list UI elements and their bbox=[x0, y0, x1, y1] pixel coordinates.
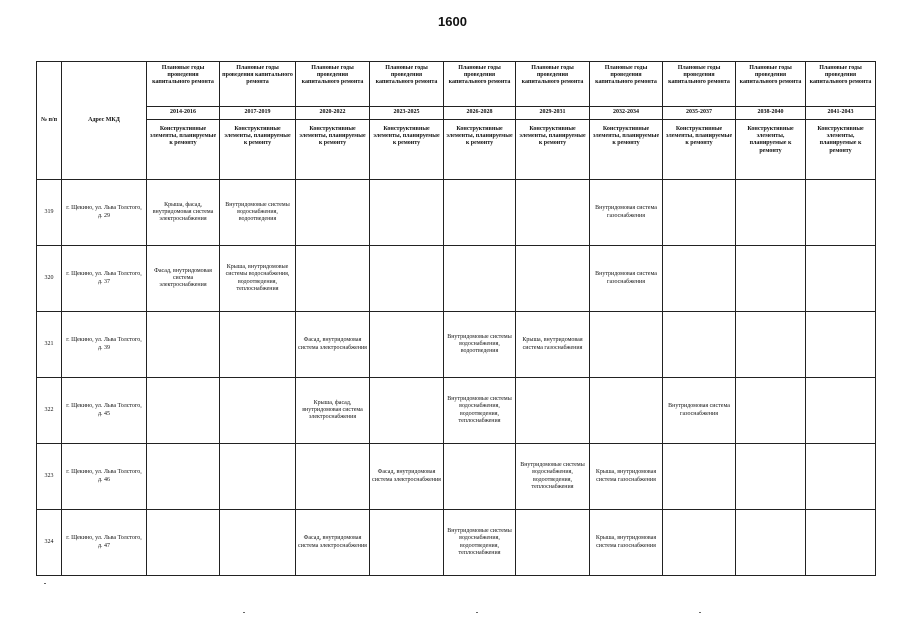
repair-elements-cell bbox=[296, 180, 370, 246]
row-number-header: № п/п bbox=[37, 62, 62, 180]
repair-elements-cell bbox=[516, 510, 590, 576]
repair-elements-cell bbox=[590, 312, 663, 378]
period-years-header: 2038-2040 bbox=[736, 107, 806, 120]
repair-elements-cell: Крыша, внутридомовые системы водоснабжения, водоотведения, теплоснабжения bbox=[220, 246, 296, 312]
repair-elements-cell bbox=[370, 378, 444, 444]
repair-elements-cell: Фасад, внутридомовая система электроснабжения bbox=[296, 312, 370, 378]
repair-elements-cell: Фасад, внутридомовая система электроснабжения bbox=[296, 510, 370, 576]
period-title-header: Плановые годы проведения капитального ремонта bbox=[590, 62, 663, 107]
address-cell: г. Щекино, ул. Льва Толстого, д. 37 bbox=[62, 246, 147, 312]
elements-header: Конструктивные элементы, планируемые к ремонту bbox=[147, 120, 220, 180]
repair-elements-cell: Крыша, фасад, внутридомовая система электроснабжения bbox=[147, 180, 220, 246]
row-number-cell: 323 bbox=[37, 444, 62, 510]
repair-elements-cell: Внутридомовые системы водоснабжения, водоотведения, теплоснабжения bbox=[444, 378, 516, 444]
repair-elements-cell: Внутридомовые системы водоснабжения, водоотведения, теплоснабжения bbox=[516, 444, 590, 510]
period-title-header: Плановые годы проведения капитального ремонта bbox=[296, 62, 370, 107]
repair-elements-cell bbox=[736, 312, 806, 378]
period-title-header: Плановые годы проведения капитального ремонта bbox=[220, 62, 296, 107]
repair-elements-cell bbox=[220, 378, 296, 444]
repair-elements-cell: Крыша, внутридомовая система газоснабжения bbox=[590, 510, 663, 576]
table-body bbox=[37, 180, 876, 576]
row-number-cell: 321 bbox=[37, 312, 62, 378]
repair-elements-cell bbox=[147, 378, 220, 444]
period-title-header: Плановые годы проведения капитального ремонта bbox=[663, 62, 736, 107]
elements-header: Конструктивные элементы, планируемые к ремонту bbox=[806, 120, 876, 180]
repair-elements-cell: Внутридомовая система газоснабжения bbox=[663, 378, 736, 444]
repair-elements-cell bbox=[296, 246, 370, 312]
repair-elements-cell bbox=[147, 444, 220, 510]
repair-elements-cell bbox=[806, 246, 876, 312]
period-title-header: Плановые годы проведения капитального ремонта bbox=[736, 62, 806, 107]
period-years-header: 2041-2043 bbox=[806, 107, 876, 120]
repair-elements-cell bbox=[736, 246, 806, 312]
table-row bbox=[37, 378, 876, 444]
elements-header: Конструктивные элементы, планируемые к ремонту bbox=[220, 120, 296, 180]
repair-elements-cell: Фасад, внутридомовая система электроснабжения bbox=[370, 444, 444, 510]
elements-header: Конструктивные элементы, планируемые к ремонту bbox=[296, 120, 370, 180]
period-years-header: 2032-2034 bbox=[590, 107, 663, 120]
table-row bbox=[37, 444, 876, 510]
address-cell: г. Щекино, ул. Льва Толстого, д. 47 bbox=[62, 510, 147, 576]
elements-header: Конструктивные элементы, планируемые к ремонту bbox=[590, 120, 663, 180]
repair-elements-cell bbox=[663, 246, 736, 312]
repair-elements-cell: Внутридомовые системы водоснабжения, водоотведения, теплоснабжения bbox=[444, 510, 516, 576]
period-years-header: 2023-2025 bbox=[370, 107, 444, 120]
row-number-cell: 320 bbox=[37, 246, 62, 312]
period-years-header: 2029-2031 bbox=[516, 107, 590, 120]
period-title-header: Плановые годы проведения капитального ремонта bbox=[806, 62, 876, 107]
period-years-header: 2035-2037 bbox=[663, 107, 736, 120]
table-row bbox=[37, 246, 876, 312]
repair-elements-cell bbox=[736, 180, 806, 246]
period-years-header: 2020-2022 bbox=[296, 107, 370, 120]
period-title-header: Плановые годы проведения капитального ремонта bbox=[147, 62, 220, 107]
repair-elements-cell bbox=[220, 510, 296, 576]
repair-elements-cell bbox=[736, 510, 806, 576]
period-title-header: Плановые годы проведения капитального ремонта bbox=[516, 62, 590, 107]
repair-elements-cell bbox=[806, 312, 876, 378]
period-title-header: Плановые годы проведения капитального ремонта bbox=[444, 62, 516, 107]
table-header bbox=[37, 62, 876, 180]
address-cell: г. Щекино, ул. Льва Толстого, д. 45 bbox=[62, 378, 147, 444]
scan-speck bbox=[243, 612, 245, 613]
elements-header: Конструктивные элементы, планируемые к ремонту bbox=[444, 120, 516, 180]
address-cell: г. Щекино, ул. Льва Толстого, д. 39 bbox=[62, 312, 147, 378]
period-title-header: Плановые годы проведения капитального ремонта bbox=[370, 62, 444, 107]
scan-speck bbox=[44, 583, 46, 584]
repair-elements-cell bbox=[806, 444, 876, 510]
repair-elements-cell bbox=[806, 510, 876, 576]
repair-elements-cell: Внутридомовая система газоснабжения bbox=[590, 246, 663, 312]
repair-elements-cell bbox=[806, 378, 876, 444]
period-years-header: 2017-2019 bbox=[220, 107, 296, 120]
repair-elements-cell bbox=[147, 312, 220, 378]
repair-elements-cell bbox=[220, 312, 296, 378]
repair-elements-cell bbox=[736, 444, 806, 510]
repair-elements-cell bbox=[370, 180, 444, 246]
repair-elements-cell bbox=[147, 510, 220, 576]
row-number-cell: 324 bbox=[37, 510, 62, 576]
repair-elements-cell bbox=[444, 444, 516, 510]
address-cell: г. Щекино, ул. Льва Толстого, д. 29 bbox=[62, 180, 147, 246]
period-years-header: 2014-2016 bbox=[147, 107, 220, 120]
repair-elements-cell: Крыша, фасад, внутридомовая система электроснабжения bbox=[296, 378, 370, 444]
elements-header: Конструктивные элементы, планируемые к ремонту bbox=[736, 120, 806, 180]
period-years-header: 2026-2028 bbox=[444, 107, 516, 120]
repair-elements-cell bbox=[806, 180, 876, 246]
scan-speck bbox=[476, 612, 478, 613]
row-number-cell: 322 bbox=[37, 378, 62, 444]
elements-header: Конструктивные элементы, планируемые к ремонту bbox=[663, 120, 736, 180]
repair-elements-cell bbox=[516, 246, 590, 312]
repair-elements-cell: Крыша, внутридомовая система газоснабжения bbox=[516, 312, 590, 378]
elements-header: Конструктивные элементы, планируемые к ремонту bbox=[370, 120, 444, 180]
repair-elements-cell bbox=[590, 378, 663, 444]
repair-elements-cell bbox=[444, 180, 516, 246]
repair-elements-cell bbox=[663, 444, 736, 510]
address-cell: г. Щекино, ул. Льва Толстого, д. 46 bbox=[62, 444, 147, 510]
repair-elements-cell bbox=[736, 378, 806, 444]
table-row bbox=[37, 312, 876, 378]
repair-elements-cell: Внутридомовые системы водоснабжения, водоотведения bbox=[220, 180, 296, 246]
repair-elements-cell: Внутридомовые системы водоснабжения, водоотведения bbox=[444, 312, 516, 378]
repair-elements-cell: Крыша, внутридомовая система газоснабжения bbox=[590, 444, 663, 510]
table-row bbox=[37, 510, 876, 576]
repair-elements-cell bbox=[663, 312, 736, 378]
repair-elements-cell bbox=[296, 444, 370, 510]
elements-header: Конструктивные элементы, планируемые к ремонту bbox=[516, 120, 590, 180]
repair-elements-cell bbox=[663, 510, 736, 576]
repair-elements-cell bbox=[444, 246, 516, 312]
scan-speck bbox=[699, 612, 701, 613]
row-number-cell: 319 bbox=[37, 180, 62, 246]
repair-elements-cell bbox=[516, 180, 590, 246]
repair-elements-cell bbox=[370, 510, 444, 576]
page-number: 1600 bbox=[438, 14, 467, 29]
repair-elements-cell bbox=[220, 444, 296, 510]
repair-elements-cell: Фасад, внутридомовая система электроснабжения bbox=[147, 246, 220, 312]
repair-elements-cell bbox=[516, 378, 590, 444]
repair-elements-cell: Внутридомовая система газоснабжения bbox=[590, 180, 663, 246]
repair-elements-cell bbox=[663, 180, 736, 246]
table-row bbox=[37, 180, 876, 246]
capital-repair-table bbox=[36, 61, 876, 576]
address-header: Адрес МКД bbox=[62, 62, 147, 180]
repair-elements-cell bbox=[370, 246, 444, 312]
repair-elements-cell bbox=[370, 312, 444, 378]
